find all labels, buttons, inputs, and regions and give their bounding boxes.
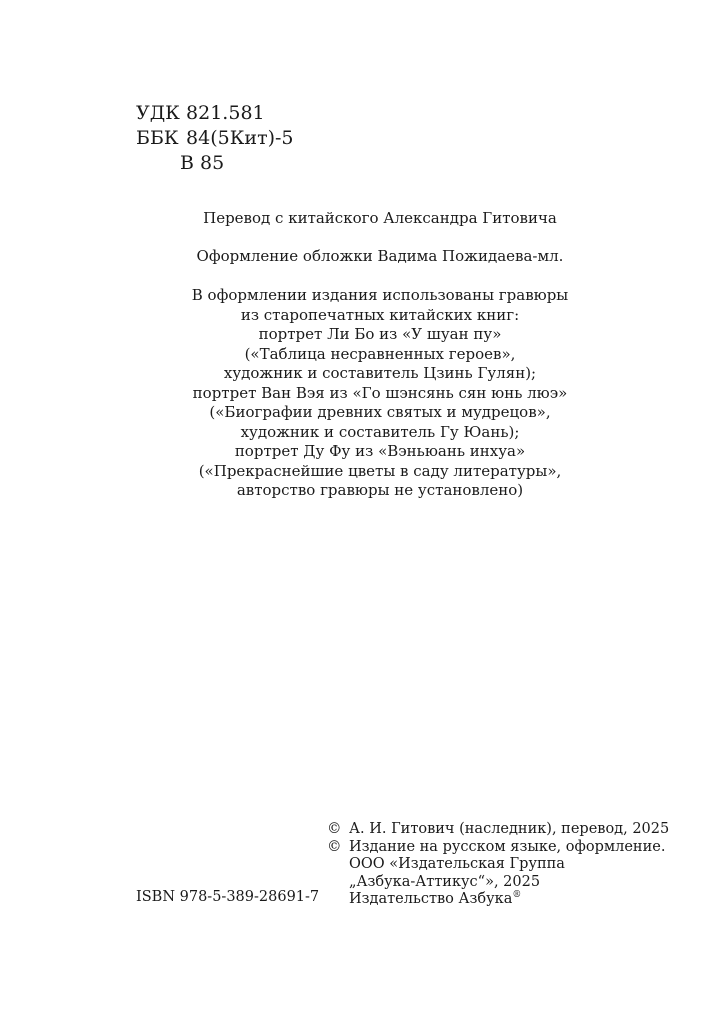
engravings-line: («Прекраснейшие цветы в саду литературы», [198, 461, 562, 480]
engravings-line: («Биографии древних святых и мудрецов», [209, 403, 551, 421]
translator-line: Перевод с китайского Александра Гитовича [203, 209, 557, 227]
bbk-row [136, 126, 294, 151]
imprint-line [327, 891, 669, 909]
engravings-line: авторство гравюры не установлено) [236, 481, 524, 499]
engravings-line: художник и составитель Гу Юань); [240, 422, 520, 441]
publisher-group-line: ООО «Издательская Группа [349, 856, 565, 872]
engravings-line: портрет Ван Вэя из «Го шэнсянь сян юнь люэ» [192, 383, 568, 402]
engravings-line: портрет Ли Бо из «У шуан пу» [258, 325, 502, 343]
copyright-edition [327, 839, 669, 857]
bbk-value: 84(5Кит)-5 [186, 127, 294, 149]
engravings-line: портрет Ду Фу из «Вэньюань инхуа» [234, 442, 526, 460]
engravings-line: В оформлении издания использованы гравюры [191, 286, 569, 304]
copyright-translation-text: А. И. Гитович (наследник), перевод, 2025 [349, 821, 670, 837]
registered-mark-icon: ® [512, 890, 522, 901]
copyright-icon: © [327, 838, 342, 855]
engravings-line: («Таблица несравненных героев», [244, 344, 516, 363]
publisher-name-line: „Азбука-Аттикус“», 2025 [349, 873, 541, 890]
udk-label: УДК [136, 102, 180, 124]
engravings-line: из старопечатных китайских книг: [240, 305, 520, 324]
copyright-block [327, 821, 669, 909]
udk-value: 821.581 [186, 102, 265, 124]
imprint-text: Издательство Азбука [349, 891, 513, 907]
copyright-translation [327, 821, 669, 839]
bbk-label: ББК [136, 127, 179, 149]
engravings-line: художник и составитель Цзинь Гулян); [223, 364, 537, 382]
isbn: ISBN 978-5-389-28691-7 [136, 889, 320, 905]
classification-block [136, 101, 294, 176]
copyright-edition-text: Издание на русском языке, оформление. [349, 838, 666, 855]
copyright-icon: © [327, 821, 342, 837]
author-mark: В 85 [180, 152, 225, 174]
cover-design-line: Оформление обложки Вадима Пожидаева-мл. [196, 247, 564, 265]
udk-row [136, 101, 294, 126]
engravings-credits [140, 286, 620, 501]
